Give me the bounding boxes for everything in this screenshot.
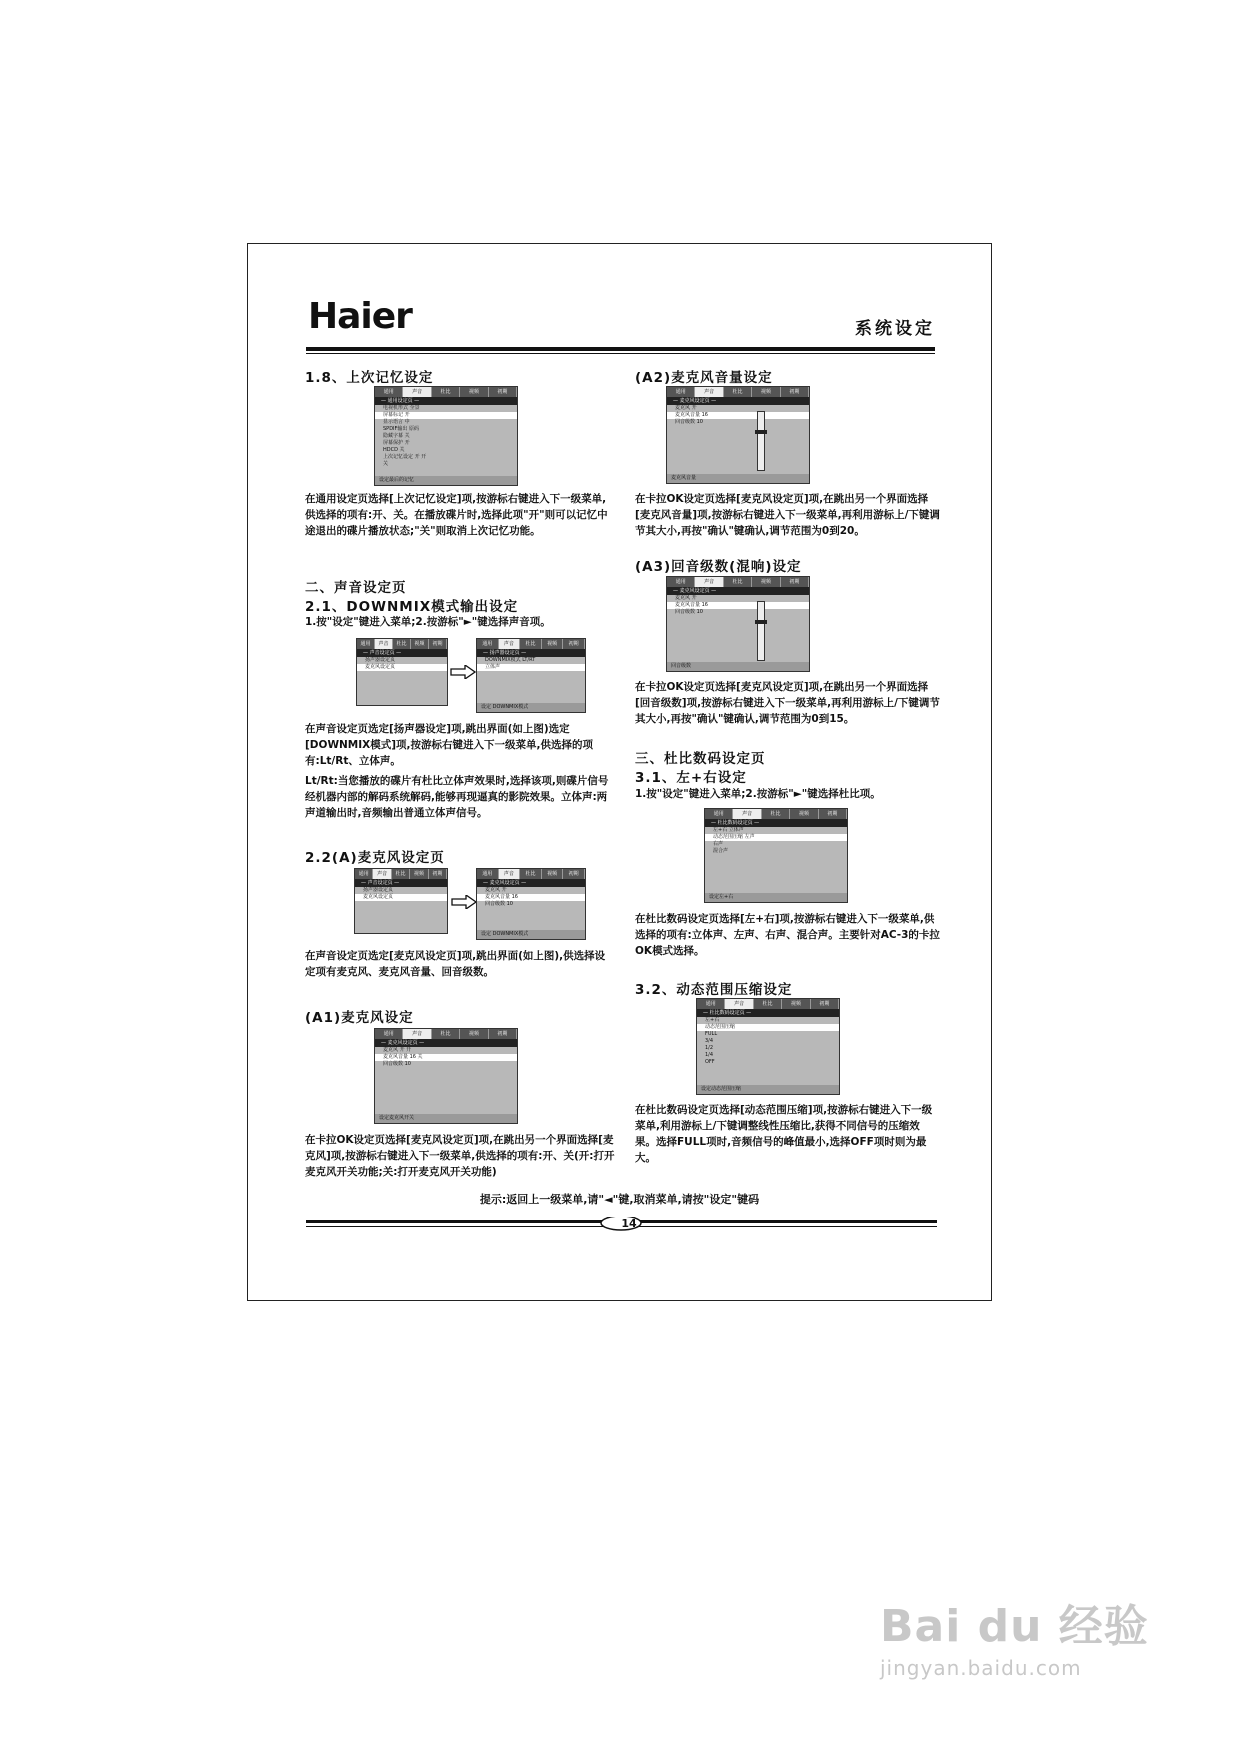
section-a1-text: 在卡拉OK设定页选择[麦克风设定页]项,在跳出另一个界面选择[麦克风]项,按游标右键进入下一级菜单,供选择的项有:开、关(开:打开麦克风开关功能;关:打开麦克风开关功能): [305, 1134, 615, 1178]
section-3-1-text: 在杜比数码设定页选择[左+右]项,按游标右键进入下一级菜单,供选择的项有:立体声、左声、右声、混合声。主要针对AC-3的卡拉OK模式选择。: [635, 913, 940, 957]
menu-tab: 通用: [477, 869, 499, 879]
menu-tab: 初期: [781, 577, 809, 587]
menu-tab: 杜比: [754, 999, 782, 1009]
menu-row: 麦克风 开 开: [383, 1047, 412, 1053]
menu-tab: 视频: [542, 639, 564, 649]
menu-heading: — 通用设定页 —: [375, 397, 517, 405]
menu-row: 回音级数 10: [675, 609, 703, 615]
page-title: 系统设定: [855, 319, 935, 339]
menu-row: SPDIF输出 原码: [383, 426, 419, 432]
menu-tab: 声音: [733, 809, 761, 819]
menu-screenshot-speaker-page: [476, 638, 586, 713]
menu-tab: 通用: [667, 577, 695, 587]
section-3-1-title: 3.1、左+右设定: [635, 770, 747, 786]
page-number: 14: [621, 1217, 637, 1230]
menu-tabs: [477, 639, 585, 649]
menu-row: 麦克风 开: [485, 887, 507, 893]
menu-row: 电视机形式 全景: [383, 405, 420, 411]
volume-slider: [757, 601, 765, 661]
header-rule: [306, 347, 935, 351]
menu-tab: 初期: [429, 869, 447, 879]
haier-logo: Haier: [308, 296, 412, 337]
menu-tabs: [667, 577, 809, 587]
menu-tab: 初期: [819, 809, 847, 819]
menu-tab: 通用: [667, 387, 695, 397]
section-3-2-title: 3.2、动态范围压缩设定: [635, 982, 793, 998]
section-3-1-step: 1.按"设定"键进入菜单;2.按游标"►"键选择杜比项。: [635, 788, 881, 800]
menu-tab: 杜比: [432, 387, 460, 397]
menu-row: 1/4: [705, 1052, 714, 1058]
menu-tabs: [667, 387, 809, 397]
menu-screenshot-left-right: [704, 808, 848, 903]
menu-screenshot-audio-page-2: [354, 868, 448, 934]
arrow-right-icon: [450, 665, 476, 679]
section-2-1-lt-rt-text: Lt/Rt:当您播放的碟片有杜比立体声效果时,选择该项,则碟片信号经机器内部的解码系统解码,能够再现逼真的影院效果。立体声:两声道输出时,音频输出普通立体声信号。: [305, 775, 609, 819]
menu-screenshot-mic-volume: [666, 386, 810, 484]
section-2-1-title: 2.1、DOWNMIX模式输出设定: [305, 599, 519, 615]
menu-heading: — 杜比数码设定页 —: [705, 819, 847, 827]
menu-row: 右声: [713, 841, 724, 847]
menu-tab: 视频: [752, 387, 780, 397]
menu-row: 显示语言 中: [383, 419, 410, 425]
menu-heading: — 扬声器设定页 —: [477, 649, 585, 657]
menu-tab: 声音: [403, 387, 431, 397]
menu-tab: 杜比: [762, 809, 790, 819]
menu-tabs: [477, 869, 585, 879]
section-a2-title: (A2)麦克风音量设定: [635, 370, 773, 386]
slider-knob: [755, 430, 767, 434]
menu-tab: 声音: [375, 639, 393, 649]
menu-row: 屏幕标记 开: [375, 412, 517, 419]
menu-row: DOWNMIX模式 LT/RT: [485, 657, 536, 663]
section-a1-title: (A1)麦克风设定: [305, 1010, 414, 1026]
section-3-2-text: 在杜比数码设定页选择[动态范围压缩]项,按游标右键进入下一级菜单,利用游标上/下键调整线性压缩比,获得不同信号的压缩效果。选择FULL项时,音频信号的峰值最小,选择OFF项时则为最大。: [635, 1104, 933, 1164]
menu-tabs: [355, 869, 447, 879]
menu-screenshot-audio-page: [356, 638, 448, 706]
section-1-8-text: 在通用设定页选择[上次记忆设定]项,按游标右键进入下一级菜单,供选择的项有:开、关。在播放碟片时,选择此项"开"则可以记忆中途退出的碟片播放状态;"关"则取消上次记忆功能。: [305, 493, 608, 537]
menu-tab: 初期: [563, 639, 585, 649]
menu-row: 麦克风音量 16: [477, 894, 585, 901]
menu-tab: 杜比: [520, 869, 542, 879]
menu-row: 麦克风音量 16: [667, 602, 809, 609]
menu-tab: 视频: [460, 387, 488, 397]
menu-row: 上次记忆设定 开 开: [383, 454, 427, 460]
menu-screenshot-drc: [696, 998, 840, 1095]
document-page: [247, 243, 992, 1301]
menu-tab: 声音: [499, 869, 521, 879]
section-2-1-text: 在声音设定页选定[扬声器设定]项,跳出界面(如上图)选定[DOWNMIX模式]项,按游标右键进入下一级菜单,供选择的项有:Lt/Rt、立体声。: [305, 723, 594, 767]
menu-tab: 杜比: [724, 577, 752, 587]
menu-row: 麦克风音量 16: [667, 412, 809, 419]
watermark-brand: Bai du 经验: [880, 1601, 1149, 1652]
menu-row: 动态范围压缩 左声: [705, 834, 847, 841]
menu-tab: 杜比: [520, 639, 542, 649]
menu-row: 混合声: [713, 848, 729, 854]
slider-knob: [755, 620, 767, 624]
menu-screenshot-echo-level: [666, 576, 810, 672]
menu-tab: 通用: [375, 387, 403, 397]
menu-tab: 视频: [410, 869, 428, 879]
menu-row: 动态范围压缩: [697, 1024, 839, 1031]
menu-row: FULL: [705, 1031, 718, 1037]
menu-tab: 视频: [411, 639, 429, 649]
menu-row: 1/2: [705, 1045, 714, 1051]
menu-footer: 设定动态范围压缩: [697, 1085, 839, 1094]
menu-tab: 通用: [375, 1029, 403, 1039]
menu-row: 麦克风 开: [675, 595, 697, 601]
menu-row: 麦克风设定页: [357, 664, 447, 671]
menu-tab: 声音: [725, 999, 753, 1009]
menu-row: 麦克风 开: [675, 405, 697, 411]
menu-tab: 通用: [355, 869, 373, 879]
menu-tabs: [375, 387, 517, 397]
section-a2-text: 在卡拉OK设定页选择[麦克风设定页]项,在跳出另一个界面选择[麦克风音量]项,按游标右键进入下一级菜单,再利用游标上/下键调节其大小,再按"确认"键确认,调节范围为0到20。: [635, 493, 940, 537]
section-a3-text: 在卡拉OK设定页选择[麦克风设定页]项,在跳出另一个界面选择[回音级数]项,按游标右键进入下一级菜单,再利用游标上/下键调节其大小,再按"确认"键确认,调节范围为0到15。: [635, 681, 940, 725]
menu-row: 屏幕保护 开: [383, 440, 410, 446]
menu-row: 关: [383, 461, 389, 467]
volume-slider: [757, 411, 765, 471]
menu-tab: 声音: [373, 869, 391, 879]
menu-heading: — 声音设定页 —: [355, 879, 447, 887]
menu-tab: 初期: [489, 387, 517, 397]
menu-heading: — 杜比数码设定页 —: [697, 1009, 839, 1017]
menu-row: 左+右 立体声: [713, 827, 744, 833]
menu-tab: 初期: [781, 387, 809, 397]
menu-tab: 视频: [460, 1029, 488, 1039]
menu-row: 立体声: [477, 664, 585, 671]
menu-screenshot-mic-switch: [374, 1028, 518, 1124]
menu-footer: 设定麦克风开关: [375, 1114, 517, 1123]
hint-text: 提示:返回上一级菜单,请"◄"键,取消菜单,请按"设定"键码: [479, 1193, 760, 1206]
menu-tabs: [375, 1029, 517, 1039]
menu-tab: 声音: [499, 639, 521, 649]
menu-tab: 初期: [563, 869, 585, 879]
menu-heading: — 麦克风设定页 —: [477, 879, 585, 887]
menu-tab: 初期: [429, 639, 447, 649]
menu-tab: 声音: [695, 577, 723, 587]
menu-row: 扬声器设定页: [363, 887, 394, 893]
menu-heading: — 麦克风设定页 —: [375, 1039, 517, 1047]
menu-tabs: [697, 999, 839, 1009]
menu-screenshot-mic-page: [476, 868, 586, 940]
menu-tab: 通用: [705, 809, 733, 819]
menu-footer: 设定 DOWNMIX模式: [477, 703, 585, 712]
section-2-1-step: 1.按"设定"键进入菜单;2.按游标"►"键选择声音项。: [305, 616, 551, 628]
menu-tab: 杜比: [393, 639, 411, 649]
menu-tab: 视频: [542, 869, 564, 879]
menu-footer: 设定左+右: [705, 893, 847, 902]
menu-row: 回音级数 10: [485, 901, 513, 907]
menu-row: 3/4: [705, 1038, 714, 1044]
menu-row: 左+右: [705, 1017, 720, 1023]
menu-footer: 麦克风音量: [667, 474, 809, 483]
menu-row: 回音级数 10: [675, 419, 703, 425]
menu-heading: — 声音设定页 —: [357, 649, 447, 657]
menu-row: 隐藏字幕 关: [383, 433, 410, 439]
menu-tabs: [357, 639, 447, 649]
menu-row: 麦克风音量 16 关: [375, 1054, 517, 1061]
menu-tab: 初期: [489, 1029, 517, 1039]
menu-tab: 通用: [697, 999, 725, 1009]
menu-screenshot-last-memory: [374, 386, 518, 486]
section-2-title: 二、声音设定页: [305, 580, 407, 596]
menu-tab: 杜比: [392, 869, 410, 879]
menu-tab: 声音: [403, 1029, 431, 1039]
menu-row: 麦克风设定页: [355, 894, 447, 901]
section-2-2-text: 在声音设定页选定[麦克风设定页]项,跳出界面(如上图),供选择设定项有麦克风、麦克风音量、回音级数。: [305, 950, 606, 978]
section-1-8-title: 1.8、上次记忆设定: [305, 370, 434, 386]
menu-footer: 回音级数: [667, 662, 809, 671]
menu-tabs: [705, 809, 847, 819]
menu-footer: 设定最后的记忆: [375, 476, 517, 485]
menu-tab: 初期: [811, 999, 839, 1009]
menu-row: 扬声器设定页: [365, 657, 396, 663]
menu-tab: 通用: [477, 639, 499, 649]
menu-heading: — 麦克风设定页 —: [667, 397, 809, 405]
watermark-url: jingyan.baidu.com: [880, 1656, 1082, 1680]
menu-heading: — 麦克风设定页 —: [667, 587, 809, 595]
header-rule-thin: [306, 353, 935, 354]
menu-row: OFF: [705, 1059, 715, 1065]
menu-tab: 杜比: [724, 387, 752, 397]
section-a3-title: (A3)回音级数(混响)设定: [635, 559, 802, 575]
section-3-title: 三、杜比数码设定页: [635, 751, 766, 767]
menu-tab: 杜比: [432, 1029, 460, 1039]
section-2-2-title: 2.2(A)麦克风设定页: [305, 850, 445, 866]
menu-tab: 声音: [695, 387, 723, 397]
arrow-right-icon: [451, 895, 477, 909]
menu-row: HDCD 关: [383, 447, 405, 453]
menu-tab: 视频: [752, 577, 780, 587]
menu-footer: 设定 DOWNMIX模式: [477, 930, 585, 939]
menu-tab: 视频: [790, 809, 818, 819]
baidu-jingyan-watermark: [880, 1590, 1149, 1680]
menu-tab: 通用: [357, 639, 375, 649]
menu-row: 回音级数 10: [383, 1061, 411, 1067]
menu-tab: 视频: [782, 999, 810, 1009]
